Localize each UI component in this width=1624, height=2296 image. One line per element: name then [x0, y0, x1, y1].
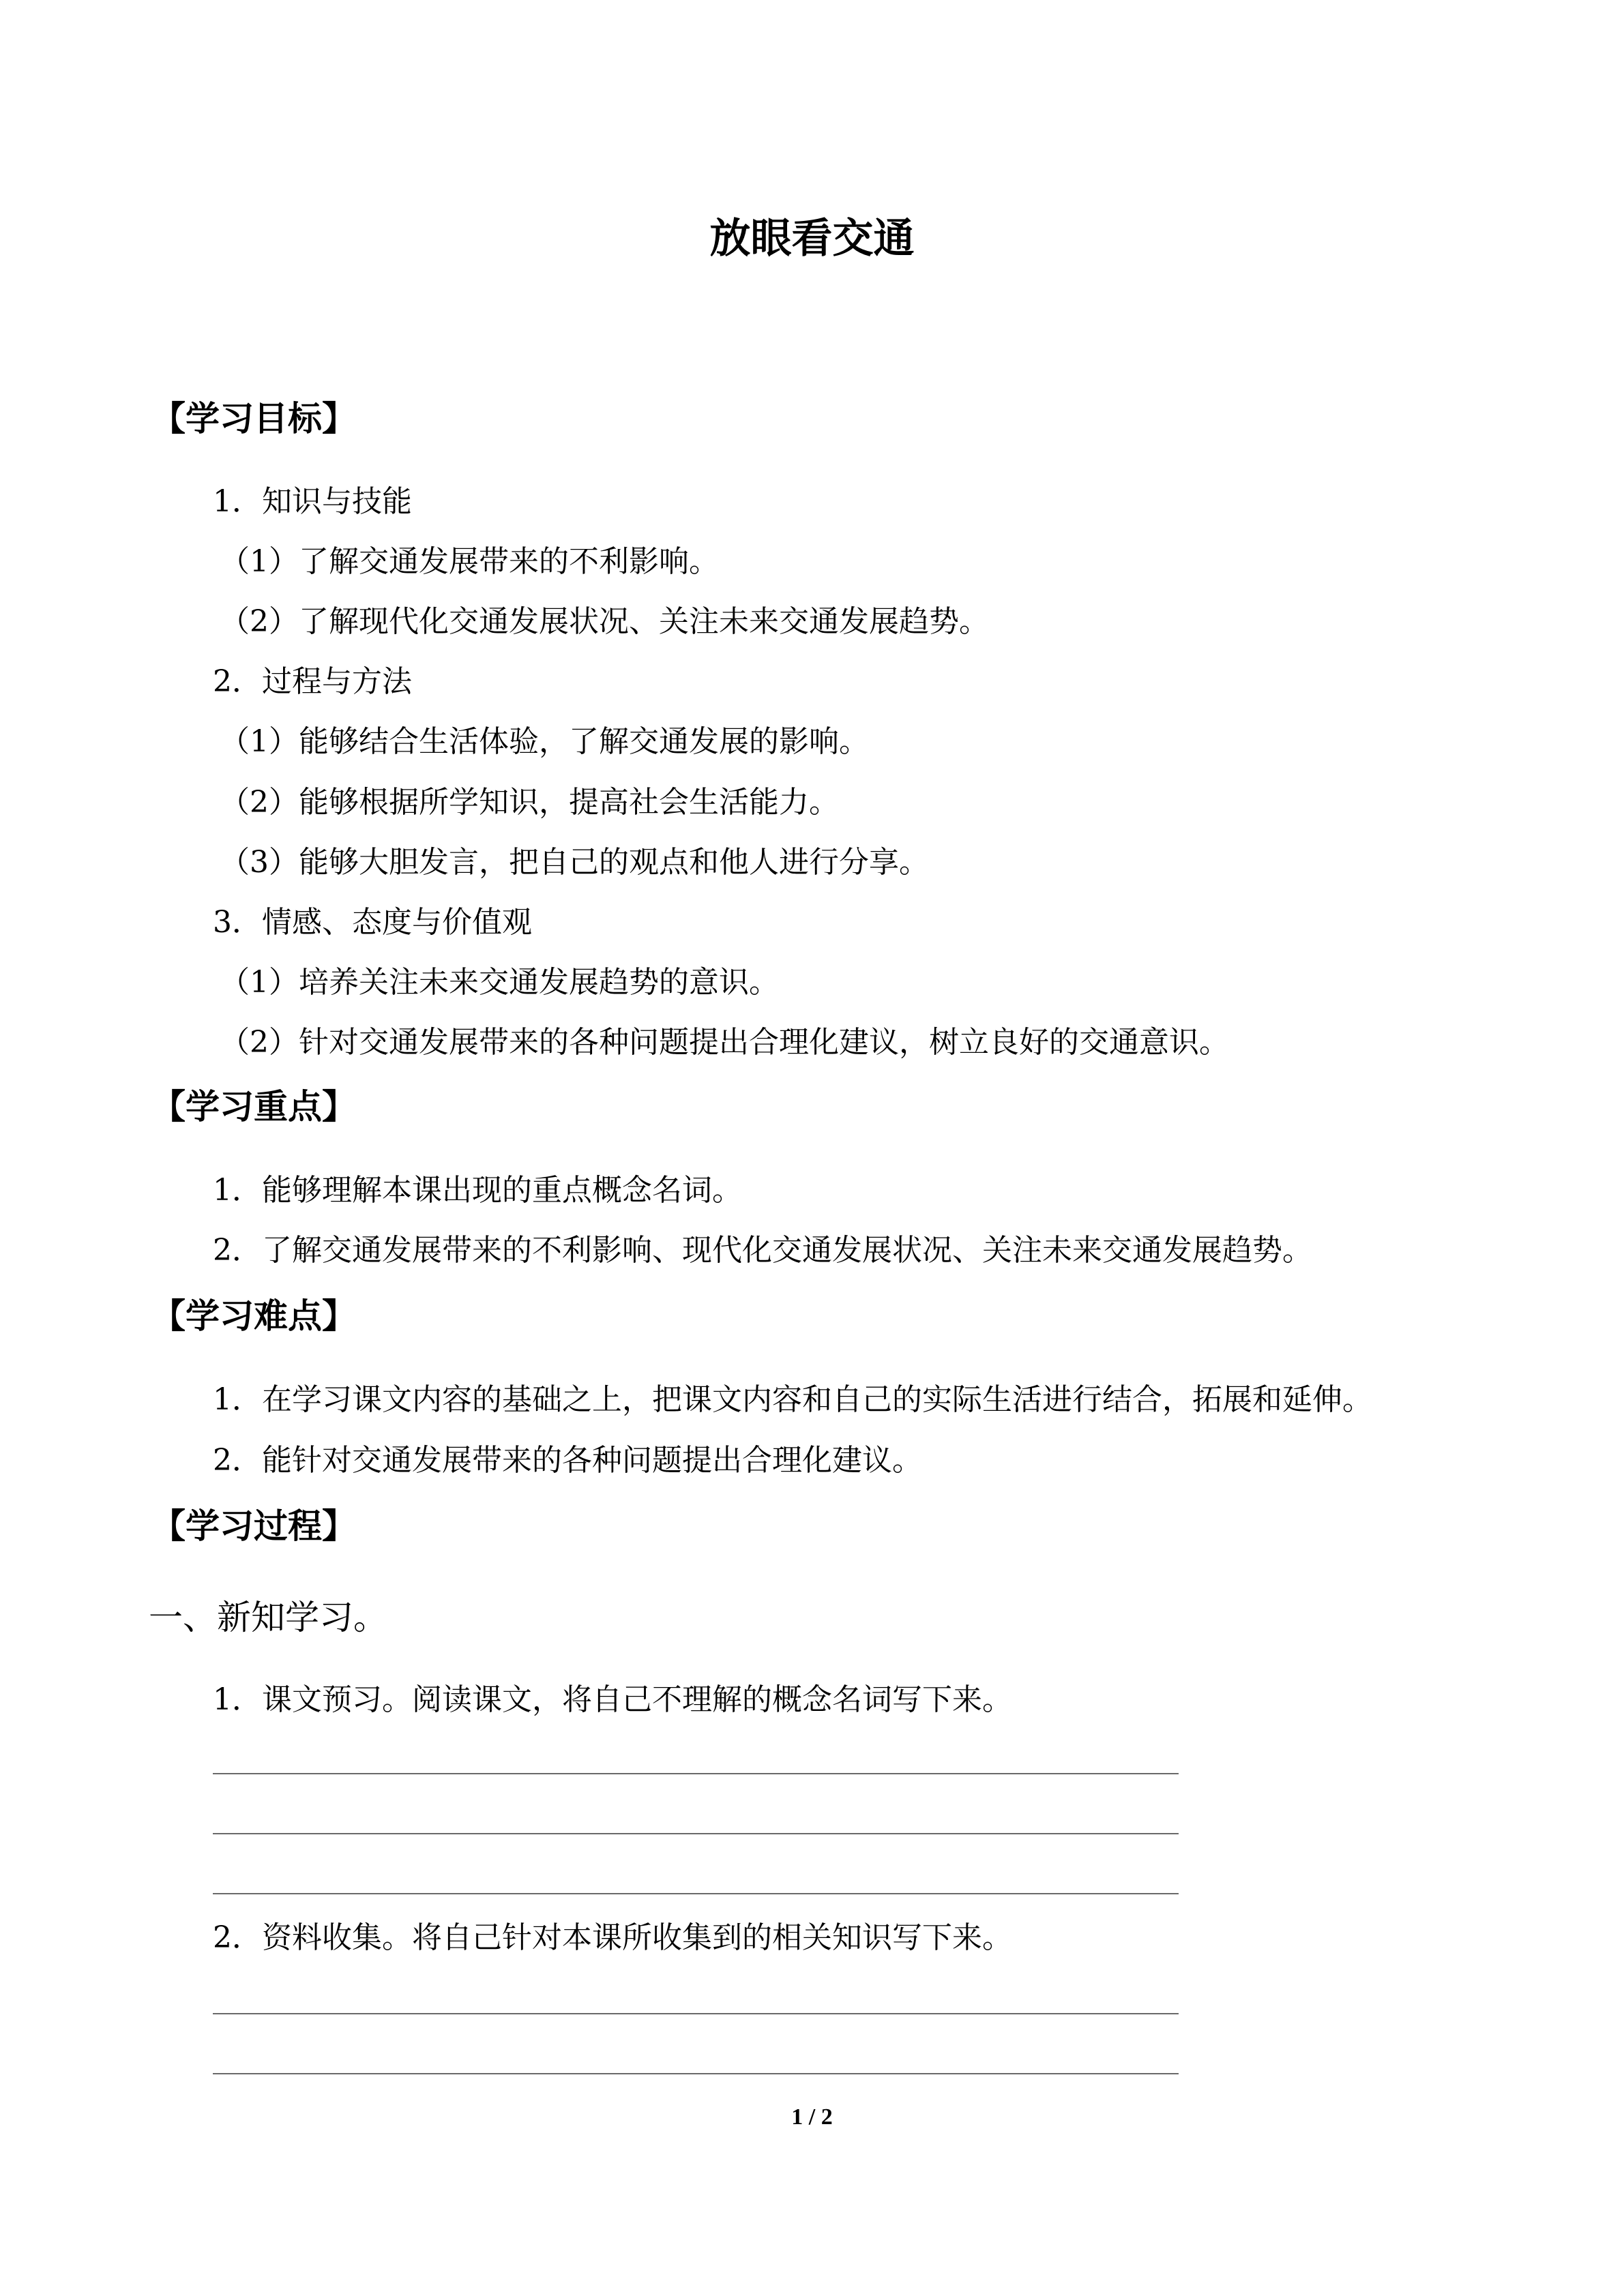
page-number: 1 / 2 [791, 2104, 833, 2130]
objective-line: 2．过程与方法 [213, 664, 412, 699]
answer-line[interactable] [213, 2013, 1179, 2014]
objective-line: （2）针对交通发展带来的各种问题提出合理化建议，树立良好的交通意识。 [220, 1025, 1229, 1060]
key-point-line: 2．了解交通发展带来的不利影响、现代化交通发展状况、关注未来交通发展趋势。 [213, 1233, 1312, 1268]
objective-line: 3．情感、态度与价值观 [213, 905, 532, 940]
objective-line: （3）能够大胆发言，把自己的观点和他人进行分享。 [220, 845, 929, 880]
answer-line[interactable] [213, 1773, 1179, 1774]
page-title: 放眼看交通 [709, 215, 915, 263]
key-point-line: 1．能够理解本课出现的重点概念名词。 [213, 1173, 742, 1208]
difficulty-line: 1．在学习课文内容的基础之上，把课文内容和自己的实际生活进行结合，拓展和延伸。 [213, 1382, 1372, 1417]
objectives-heading: 【学习目标】 [151, 399, 356, 438]
objective-line: （2）能够根据所学知识，提高社会生活能力。 [220, 785, 839, 820]
key-points-heading: 【学习重点】 [151, 1087, 356, 1127]
objective-line: （1）能够结合生活体验，了解交通发展的影响。 [220, 724, 869, 759]
difficulties-heading: 【学习难点】 [151, 1296, 356, 1336]
objective-line: （1）培养关注未来交通发展趋势的意识。 [220, 965, 779, 1000]
answer-line[interactable] [213, 2073, 1179, 2074]
process-heading: 【学习过程】 [151, 1506, 356, 1546]
answer-line[interactable] [213, 1833, 1179, 1834]
answer-line[interactable] [213, 1893, 1179, 1894]
task-prompt: 1．课文预习。阅读课文，将自己不理解的概念名词写下来。 [213, 1682, 1012, 1717]
task-prompt: 2．资料收集。将自己针对本课所收集到的相关知识写下来。 [213, 1920, 1012, 1955]
difficulty-line: 2．能针对交通发展带来的各种问题提出合理化建议。 [213, 1443, 922, 1478]
objective-line: 1．知识与技能 [213, 484, 412, 519]
objective-line: （2）了解现代化交通发展状况、关注未来交通发展趋势。 [220, 604, 989, 639]
objective-line: （1）了解交通发展带来的不利影响。 [220, 544, 719, 579]
section-one-heading: 一、新知学习。 [149, 1598, 387, 1637]
